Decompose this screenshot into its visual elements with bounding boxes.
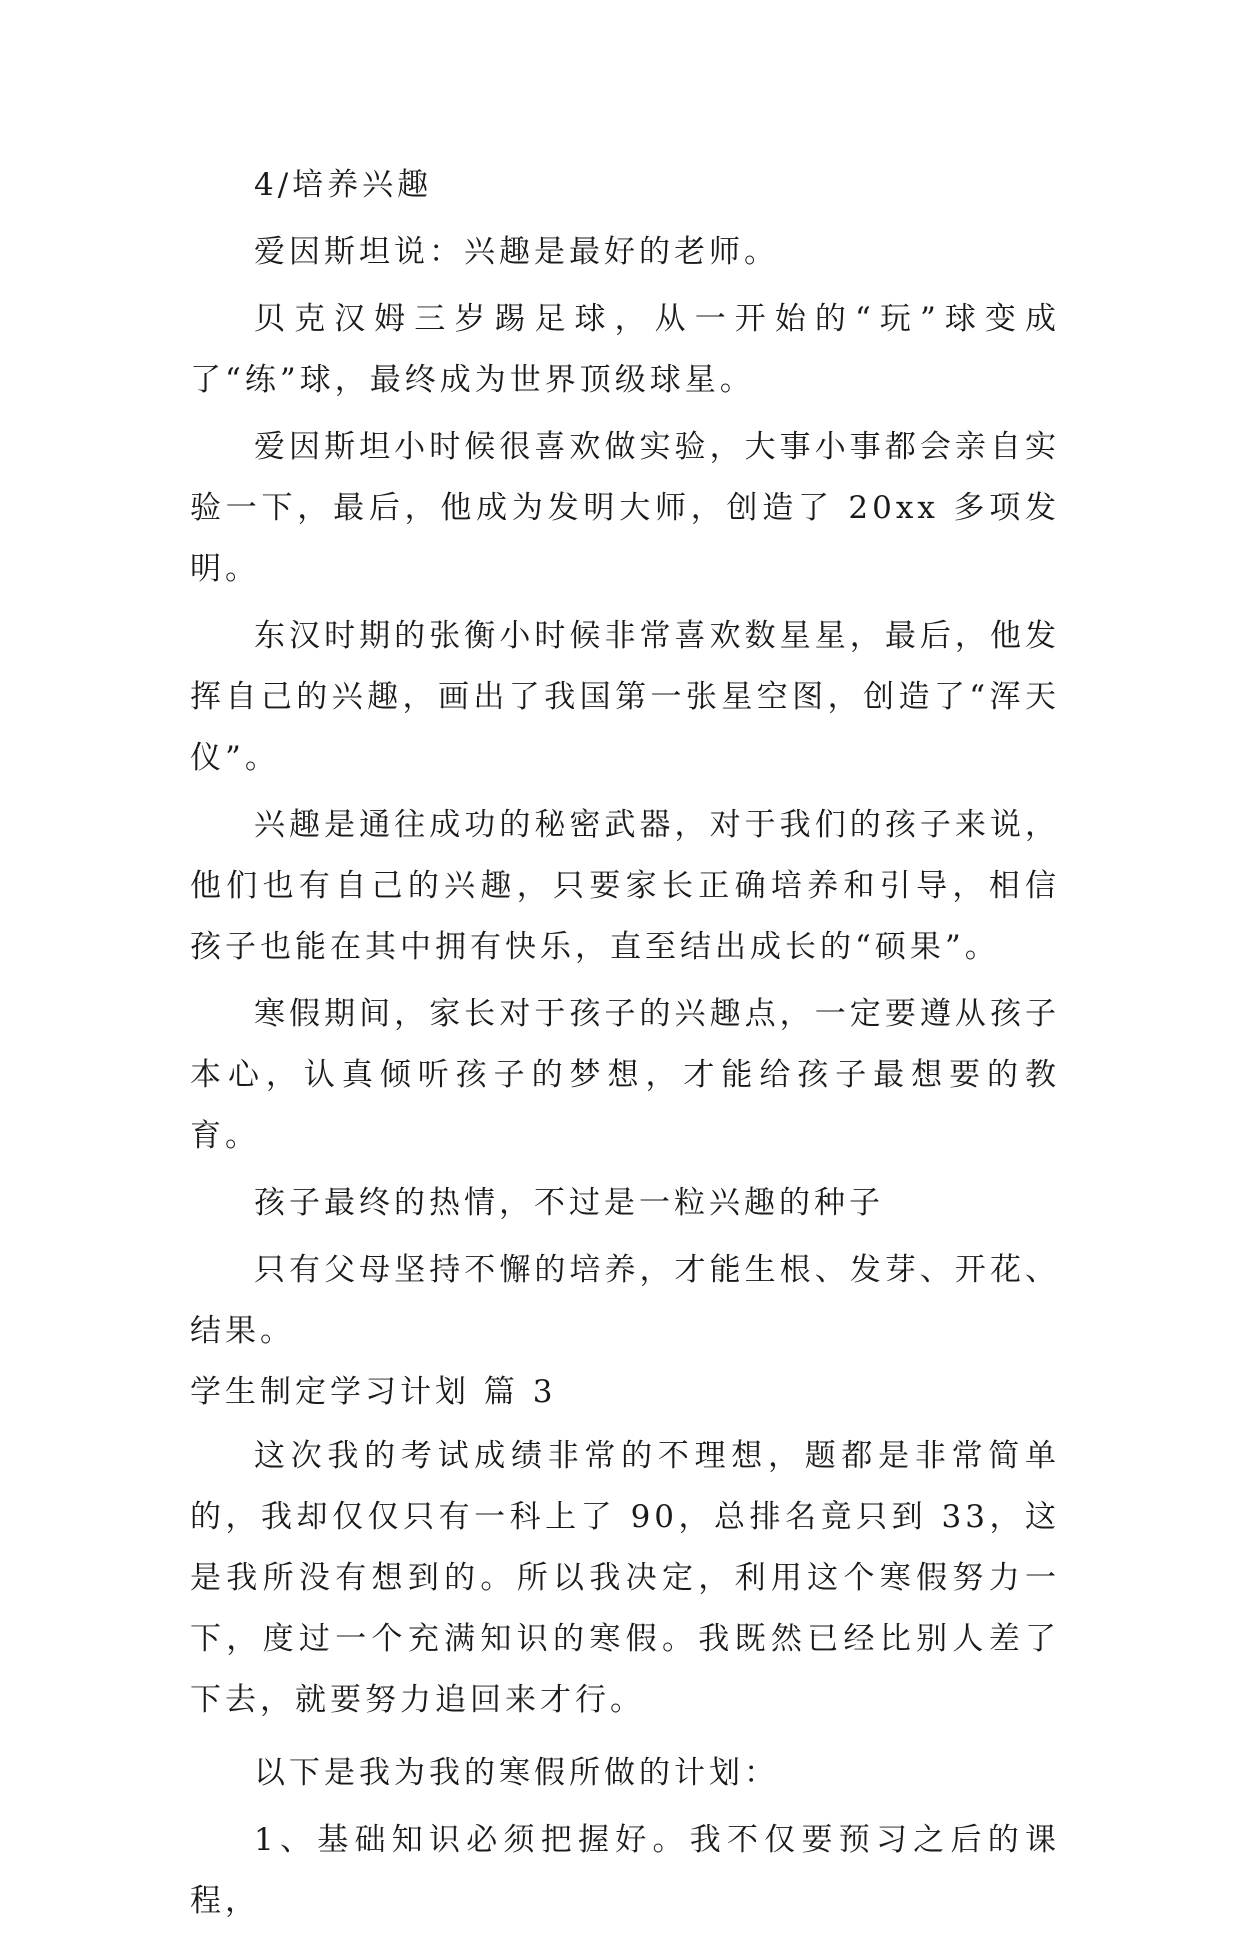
paragraph: 孩子最终的热情，不过是一粒兴趣的种子 (254, 1185, 884, 1221)
paragraph: 1、基础知识必须把握好。我不仅要预习之后的课程， (190, 1822, 1060, 1919)
paragraph-heading-interest: 4/培养兴趣 (254, 167, 433, 203)
paragraph: 贝克汉姆三岁踢足球，从一开始的“玩”球变成了“练”球，最终成为世界顶级球星。 (190, 301, 1060, 398)
paragraph: 寒假期间，家长对于孩子的兴趣点，一定要遵从孩子本心，认真倾听孩子的梦想，才能给孩子最想要的教育。 (190, 996, 1060, 1154)
paragraph: 以下是我为我的寒假所做的计划： (254, 1755, 779, 1791)
document-body (190, 155, 1060, 1938)
paragraph: 东汉时期的张衡小时候非常喜欢数星星，最后，他发挥自己的兴趣，画出了我国第一张星空图，创造了“浑天仪”。 (190, 618, 1060, 776)
paragraph: 爱因斯坦说：兴趣是最好的老师。 (254, 234, 779, 270)
section-title: 学生制定学习计划 篇 3 (190, 1374, 557, 1410)
paragraph: 兴趣是通往成功的秘密武器，对于我们的孩子来说，他们也有自己的兴趣，只要家长正确培养和引导，相信孩子也能在其中拥有快乐，直至结出成长的“硕果”。 (190, 807, 1060, 965)
paragraph: 爱因斯坦小时候很喜欢做实验，大事小事都会亲自实验一下，最后，他成为发明大师，创造了 20xx 多项发明。 (190, 429, 1060, 587)
paragraph: 只有父母坚持不懈的培养，才能生根、发芽、开花、结果。 (190, 1252, 1060, 1349)
paragraph: 这次我的考试成绩非常的不理想，题都是非常简单的，我却仅仅只有一科上了 90，总排名竟只到 33，这是我所没有想到的。所以我决定，利用这个寒假努力一下，度过一个充满知识的寒假。我既然已经比别人差了下去，就要努力追回来才行。 (190, 1438, 1060, 1718)
